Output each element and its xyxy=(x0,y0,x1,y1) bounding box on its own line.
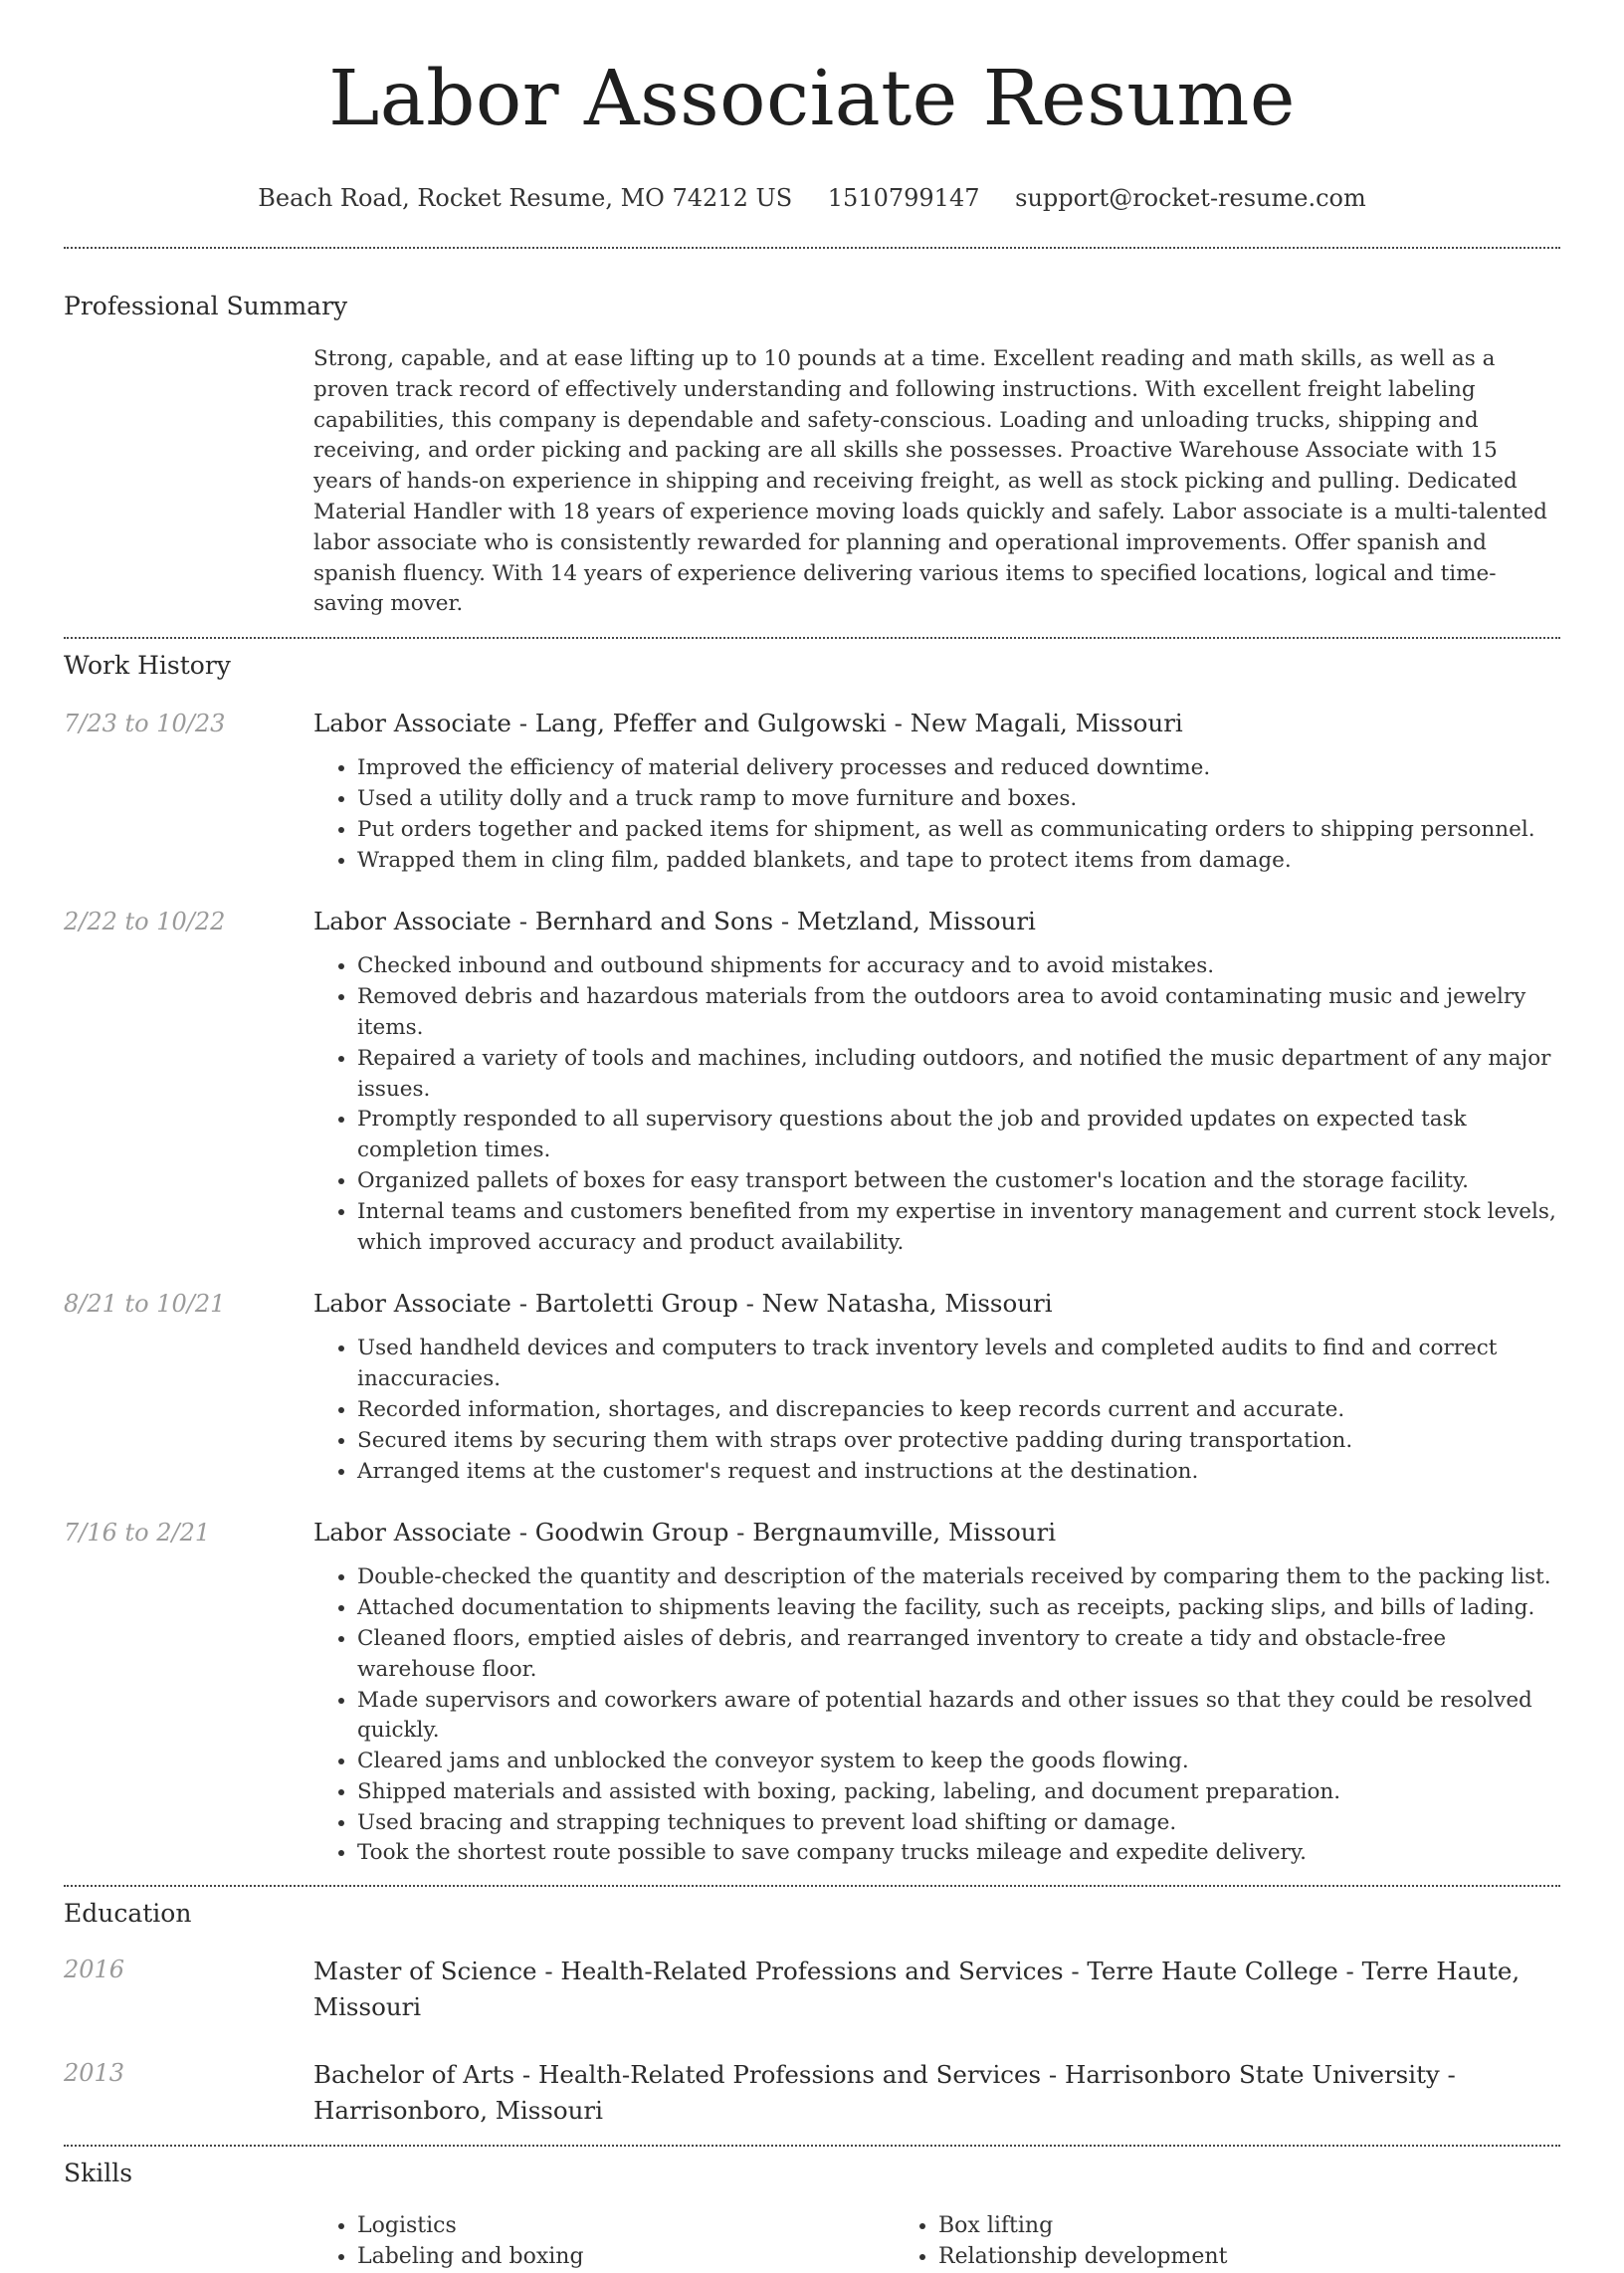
job-bullet: • Arranged items at the customer's request and instructions at the destination. xyxy=(357,1457,1560,1488)
job-bullet: • Organized pallets of boxes for easy transport between the customer's location and the storage facility. xyxy=(357,1166,1560,1197)
job-bullets xyxy=(313,1334,1560,1487)
skill-item: • Relationship development xyxy=(938,2242,1476,2273)
divider xyxy=(64,247,1560,249)
job-entry xyxy=(64,1288,1560,1487)
job-bullet: • Cleaned floors, emptied aisles of debris, and rearranged inventory to create a tidy and obstacle-free warehouse floor. xyxy=(357,1624,1560,1686)
resume-page xyxy=(64,0,1560,2273)
divider xyxy=(64,2145,1560,2147)
job-title: Labor Associate - Bernhard and Sons - Metzland, Missouri xyxy=(313,907,1036,936)
section-title-education: Education xyxy=(64,1899,192,1929)
job-entry xyxy=(64,708,1560,876)
job-bullet: • Used bracing and strapping techniques to prevent load shifting or damage. xyxy=(357,1808,1560,1839)
job-bullet: • Wrapped them in cling film, padded blankets, and tape to protect items from damage. xyxy=(357,846,1560,877)
job-dates: 7/23 to 10/23 xyxy=(64,710,226,738)
skills-list-right xyxy=(895,2211,1476,2273)
education-year: 2013 xyxy=(64,2059,125,2088)
job-bullet: • Shipped materials and assisted with boxing, packing, labeling, and document preparation. xyxy=(357,1777,1560,1808)
job-bullet: • Attached documentation to shipments leaving the facility, such as receipts, packing slips, and bills of lading. xyxy=(357,1593,1560,1624)
job-dates: 8/21 to 10/21 xyxy=(64,1290,226,1319)
job-bullet: • Put orders together and packed items for shipment, as well as communicating orders to shipping personnel. xyxy=(357,815,1560,846)
skills-spacer xyxy=(64,2211,313,2273)
contact-address: Beach Road, Rocket Resume, MO 74212 US xyxy=(258,184,793,212)
skills-columns xyxy=(313,2211,1560,2273)
contact-phone: 1510799147 xyxy=(827,184,980,212)
job-bullet: • Improved the efficiency of material delivery processes and reduced downtime. xyxy=(357,753,1560,784)
job-bullet: • Promptly responded to all supervisory questions about the job and provided updates on expected task completion times. xyxy=(357,1105,1560,1166)
resume-title: Labor Associate Resume xyxy=(328,55,1296,143)
job-bullets xyxy=(313,1562,1560,1869)
job-title: Labor Associate - Bartoletti Group - New Natasha, Missouri xyxy=(313,1289,1053,1319)
skill-item: • Box lifting xyxy=(938,2211,1476,2242)
job-bullet: • Made supervisors and coworkers aware of potential hazards and other issues so that they could be resolved quickly. xyxy=(357,1686,1560,1748)
job-bullets xyxy=(313,951,1560,1258)
job-title: Labor Associate - Goodwin Group - Bergnaumville, Missouri xyxy=(313,1518,1057,1548)
job-bullet: • Secured items by securing them with straps over protective padding during transportation. xyxy=(357,1426,1560,1457)
job-bullet: • Cleared jams and unblocked the conveyor system to keep the goods flowing. xyxy=(357,1747,1560,1777)
skill-item: • Logistics xyxy=(357,2211,895,2242)
job-bullet: • Removed debris and hazardous materials from the outdoors area to avoid contaminating music and jewelry items. xyxy=(357,982,1560,1044)
job-bullet: • Used handheld devices and computers to track inventory levels and completed audits to find and correct inaccuracies. xyxy=(357,1334,1560,1395)
job-bullet: • Checked inbound and outbound shipments for accuracy and to avoid mistakes. xyxy=(357,951,1560,982)
contact-line xyxy=(64,183,1560,213)
education-entry xyxy=(64,2057,1560,2129)
job-entry xyxy=(64,1517,1560,1869)
job-bullet: • Double-checked the quantity and description of the materials received by comparing them to the packing list. xyxy=(357,1562,1560,1593)
skills-row xyxy=(64,2211,1560,2273)
section-title-skills: Skills xyxy=(64,2159,133,2188)
job-title: Labor Associate - Lang, Pfeffer and Gulgowski - New Magali, Missouri xyxy=(313,709,1183,738)
education-title: Bachelor of Arts - Health-Related Professions and Services - Harrisonboro State University - Harrisonboro, Missouri xyxy=(313,2060,1456,2126)
contact-email[interactable]: support@rocket-resume.com xyxy=(1015,184,1366,212)
education-title: Master of Science - Health-Related Professions and Services - Terre Haute College - Terre Haute, Missouri xyxy=(313,1957,1521,2022)
divider xyxy=(64,637,1560,639)
divider xyxy=(64,1885,1560,1887)
job-bullets xyxy=(313,753,1560,876)
section-title-work: Work History xyxy=(64,651,231,681)
job-bullet: • Took the shortest route possible to save company trucks mileage and expedite delivery. xyxy=(357,1838,1560,1869)
job-entry xyxy=(64,906,1560,1258)
education-entry xyxy=(64,1954,1560,2025)
section-title-summary: Professional Summary xyxy=(64,292,348,320)
education-year: 2016 xyxy=(64,1956,125,1984)
job-bullet: • Used a utility dolly and a truck ramp to move furniture and boxes. xyxy=(357,784,1560,815)
job-bullet: • Internal teams and customers benefited from my expertise in inventory management and current stock levels, which improved accuracy and product availability. xyxy=(357,1197,1560,1259)
job-dates: 2/22 to 10/22 xyxy=(64,908,226,936)
job-bullet: • Repaired a variety of tools and machines, including outdoors, and notified the music department of any major issues. xyxy=(357,1044,1560,1106)
summary-row xyxy=(64,344,1560,620)
job-dates: 7/16 to 2/21 xyxy=(64,1519,211,1548)
job-bullet: • Recorded information, shortages, and discrepancies to keep records current and accurate. xyxy=(357,1395,1560,1426)
skill-item: • Labeling and boxing xyxy=(357,2242,895,2273)
skills-list-left xyxy=(313,2211,895,2273)
summary-text: Strong, capable, and at ease lifting up to 10 pounds at a time. Excellent reading and math skills, as well as a proven track record of effectively understanding and following instructions. With excellent freight labeling capabilities, this company is dependable and safety-conscious. Loading and unloading trucks, shipping and receiving, and order picking and packing are all skills she possesses. Proactive Warehouse Associate with 15 years of hands-on experience in shipping and receiving freight, as well as stock picking and pulling. Dedicated Material Handler with 18 years of experience moving loads quickly and safely. Labor associate is a multi-talented labor associate who is consistently rewarded for planning and operational improvements. Offer spanish and spanish fluency. With 14 years of experience delivering various items to specified locations, logical and time-saving mover. xyxy=(313,346,1547,617)
summary-spacer xyxy=(64,344,313,620)
